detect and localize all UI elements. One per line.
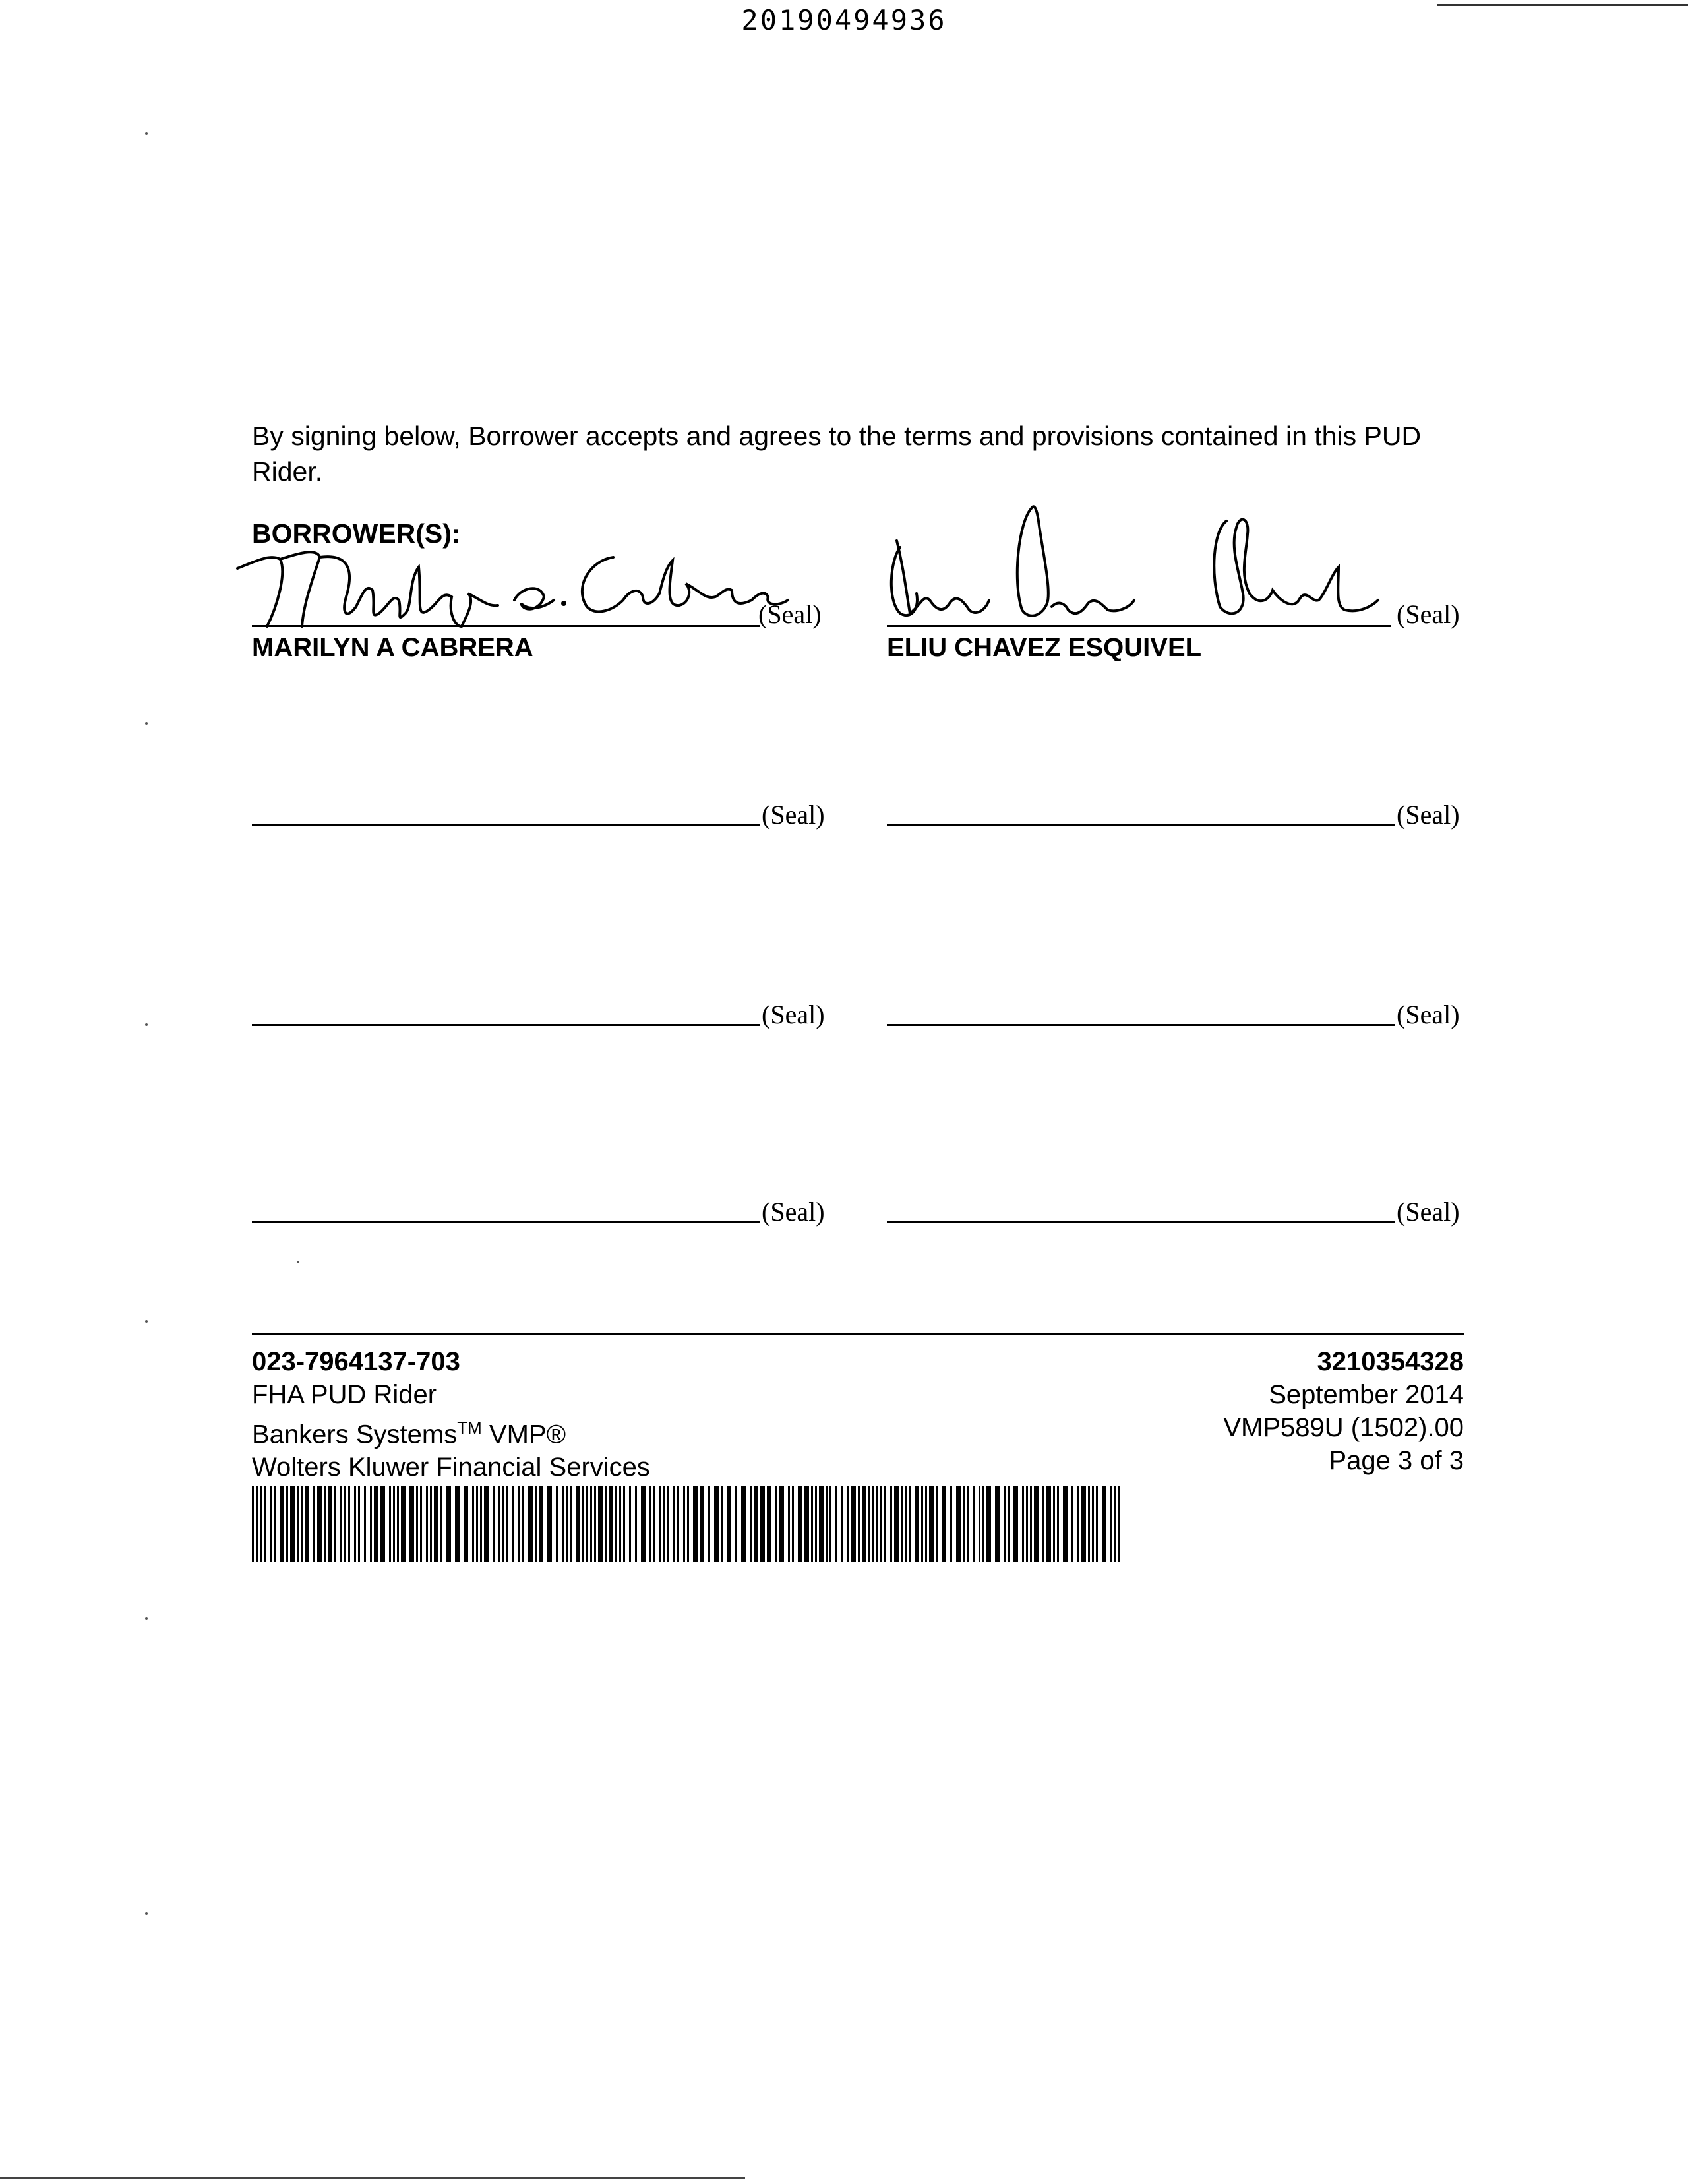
borrower-1-name: MARILYN A CABRERA: [252, 633, 533, 662]
barcode-bar: [1092, 1486, 1094, 1562]
barcode-bar: [498, 1486, 500, 1562]
barcode-bar: [348, 1486, 350, 1562]
barcode-bar: [528, 1486, 533, 1562]
barcode-bar: [767, 1486, 771, 1562]
barcode-bar: [334, 1486, 336, 1562]
barcode-bar: [535, 1486, 537, 1562]
barcode-bar: [252, 1486, 254, 1562]
barcode-bar: [274, 1486, 276, 1562]
barcode-bar: [426, 1486, 428, 1562]
barcode-bar: [826, 1486, 828, 1562]
company-name: Wolters Kluwer Financial Services: [252, 1453, 650, 1482]
barcode-bar: [547, 1486, 552, 1562]
barcode-bar: [539, 1486, 543, 1562]
barcode-bar: [792, 1486, 794, 1562]
barcode-bar: [815, 1486, 817, 1562]
barcode-bar: [344, 1486, 346, 1562]
barcode-bar: [667, 1486, 669, 1562]
barcode-bar: [260, 1486, 262, 1562]
barcode-bar: [364, 1486, 366, 1562]
barcode-bar: [401, 1486, 406, 1562]
barcode-bar: [901, 1486, 903, 1562]
barcode-bar: [629, 1486, 631, 1562]
barcode-bar: [409, 1486, 414, 1562]
signature-marilyn-cabrera: [231, 528, 798, 633]
barcode-bar: [804, 1486, 809, 1562]
barcode-bar: [1114, 1486, 1116, 1562]
barcode-bar: [683, 1486, 685, 1562]
barcode-bar: [788, 1486, 790, 1562]
barcode-bar: [1008, 1486, 1010, 1562]
barcode-bar: [798, 1486, 802, 1562]
barcode-bar: [562, 1486, 564, 1562]
barcode-bar: [393, 1486, 395, 1562]
barcode-bar: [700, 1486, 704, 1562]
barcode-bar: [623, 1486, 625, 1562]
footer-divider: [252, 1333, 1464, 1335]
barcode-bar: [979, 1486, 980, 1562]
barcode-bar: [440, 1486, 442, 1562]
barcode-bar: [653, 1486, 655, 1562]
barcode-bar: [370, 1486, 372, 1562]
barcode-bar: [673, 1486, 675, 1562]
barcode-bar: [847, 1486, 849, 1562]
top-divider: [1437, 4, 1688, 6]
document-number: 20190494936: [741, 4, 947, 36]
barcode-bar: [1034, 1486, 1039, 1562]
barcode-bar: [570, 1486, 572, 1562]
barcode-bar: [876, 1486, 878, 1562]
barcode-bar: [905, 1486, 907, 1562]
barcode-bar: [950, 1486, 952, 1562]
signature-line-1: [252, 625, 760, 627]
scan-speck: [145, 132, 148, 135]
barcode-bar: [659, 1486, 661, 1562]
barcode-bar: [1013, 1486, 1018, 1562]
barcode-bar: [741, 1486, 746, 1562]
barcode-bar: [556, 1486, 558, 1562]
barcode-bar: [872, 1486, 874, 1562]
barcode-bar: [476, 1486, 478, 1562]
barcode-bar: [754, 1486, 758, 1562]
barcode-bar: [389, 1486, 391, 1562]
barcode-bar: [518, 1486, 520, 1562]
barcode-bar: [841, 1486, 843, 1562]
intro-paragraph: By signing below, Borrower accepts and agrees to the terms and provisions contained in this PUD Rider.: [252, 421, 1422, 487]
barcode-bar: [328, 1486, 332, 1562]
barcode-bar: [915, 1486, 919, 1562]
barcode-bar: [416, 1486, 418, 1562]
signature-line-4: [887, 824, 1395, 826]
barcode-bar: [735, 1486, 737, 1562]
page-number: Page 3 of 3: [1329, 1446, 1464, 1475]
barcode-bar: [619, 1486, 621, 1562]
signature-line-6: [887, 1024, 1395, 1026]
barcode-bar: [615, 1486, 617, 1562]
seal-label: (Seal): [762, 800, 825, 830]
barcode-bar: [512, 1486, 514, 1562]
scan-speck: [297, 1261, 299, 1263]
barcode-bar: [708, 1486, 710, 1562]
signature-line-8: [887, 1221, 1395, 1223]
barcode-bar: [921, 1486, 923, 1562]
barcode-bar: [598, 1486, 603, 1562]
scan-speck: [145, 1912, 148, 1915]
barcode-bar: [1077, 1486, 1079, 1562]
barcode-bar: [582, 1486, 584, 1562]
bottom-edge-line: [0, 2177, 745, 2179]
barcode-bar: [714, 1486, 719, 1562]
loan-number: 023-7964137-703: [252, 1347, 460, 1376]
barcode-bar: [750, 1486, 752, 1562]
barcode-bar: [464, 1486, 468, 1562]
barcode-bar: [868, 1486, 870, 1562]
barcode-bar: [986, 1486, 991, 1562]
barcode-bar: [1096, 1486, 1098, 1562]
barcode-bar: [894, 1486, 899, 1562]
barcode-bar: [649, 1486, 651, 1562]
barcode-bar: [506, 1486, 508, 1562]
barcode-bar: [317, 1486, 322, 1562]
borrowers-heading: BORROWER(S):: [252, 518, 461, 549]
barcode-bar: [430, 1486, 432, 1562]
scan-speck: [145, 1320, 148, 1323]
barcode-bar: [594, 1486, 596, 1562]
product-name: VMP®: [489, 1420, 566, 1449]
signature-line-3: [252, 824, 760, 826]
barcode-bar: [256, 1486, 258, 1562]
barcode-bar: [576, 1486, 580, 1562]
barcode-bar: [677, 1486, 679, 1562]
barcode-bar: [909, 1486, 911, 1562]
scan-speck: [145, 1023, 148, 1026]
barcode-bar: [1081, 1486, 1086, 1562]
barcode-bar: [290, 1486, 295, 1562]
barcode-bar: [502, 1486, 504, 1562]
barcode-bar: [374, 1486, 378, 1562]
signature-line-7: [252, 1221, 760, 1223]
barcode-bar: [270, 1486, 272, 1562]
barcode-bar: [480, 1486, 482, 1562]
barcode-bar: [301, 1486, 303, 1562]
barcode-bar: [1110, 1486, 1112, 1562]
barcode-bar: [995, 1486, 1000, 1562]
barcode-bar: [967, 1486, 969, 1562]
barcode-bar: [775, 1486, 777, 1562]
barcode-bar: [760, 1486, 765, 1562]
barcode-bar: [1053, 1486, 1055, 1562]
seal-label: (Seal): [758, 599, 822, 629]
barcode-bar: [687, 1486, 689, 1562]
form-title: FHA PUD Rider: [252, 1380, 437, 1409]
barcode-bar: [890, 1486, 892, 1562]
barcode-bar: [472, 1486, 474, 1562]
signature-line-5: [252, 1024, 760, 1026]
barcode-bar: [324, 1486, 326, 1562]
barcode-bar: [1042, 1486, 1044, 1562]
barcode-bar: [484, 1486, 489, 1562]
barcode-bar: [641, 1486, 646, 1562]
barcode-bar: [305, 1486, 309, 1562]
barcode-bar: [354, 1486, 356, 1562]
barcode-bar: [829, 1486, 831, 1562]
barcode-bar: [446, 1486, 451, 1562]
seal-label: (Seal): [1397, 800, 1460, 830]
barcode-bar: [1063, 1486, 1068, 1562]
barcode-bar: [1030, 1486, 1032, 1562]
seal-label: (Seal): [1397, 1000, 1460, 1029]
publisher-name: Bankers Systems: [252, 1420, 458, 1449]
barcode-bar: [280, 1486, 284, 1562]
barcode-bar: [286, 1486, 288, 1562]
barcode-bar: [493, 1486, 495, 1562]
barcode-bar: [1057, 1486, 1059, 1562]
barcode-bar: [1102, 1486, 1106, 1562]
barcode-bar: [884, 1486, 886, 1562]
publisher-line: [252, 1411, 650, 1451]
trademark-mark: TM: [457, 1418, 482, 1438]
barcode-bar: [929, 1486, 934, 1562]
barcode-bar: [982, 1486, 984, 1562]
barcode-bar: [586, 1486, 588, 1562]
reference-number: 3210354328: [1317, 1347, 1464, 1376]
barcode-bar: [313, 1486, 315, 1562]
barcode-bar: [397, 1486, 399, 1562]
form-code: VMP589U (1502).00: [1223, 1413, 1464, 1442]
barcode-bar: [973, 1486, 975, 1562]
barcode-bar: [358, 1486, 360, 1562]
barcode-bar: [1022, 1486, 1024, 1562]
barcode-bar: [455, 1486, 460, 1562]
barcode-bar: [851, 1486, 856, 1562]
barcode-bar: [936, 1486, 938, 1562]
seal-label: (Seal): [1397, 1197, 1460, 1227]
signature-eliu-chavez-esquivel: [870, 495, 1398, 626]
barcode-bar: [956, 1486, 961, 1562]
barcode-bar: [420, 1486, 422, 1562]
barcode-bar: [297, 1486, 299, 1562]
barcode-bar: [434, 1486, 438, 1562]
barcode-bar: [811, 1486, 813, 1562]
scan-speck: [145, 722, 148, 725]
barcode-bar: [522, 1486, 524, 1562]
barcode-bar: [340, 1486, 342, 1562]
barcode-bar: [264, 1486, 266, 1562]
barcode-bar: [1088, 1486, 1090, 1562]
barcode-bar: [721, 1486, 723, 1562]
borrower-2-name: ELIU CHAVEZ ESQUIVEL: [887, 633, 1202, 662]
scan-speck: [145, 1617, 148, 1620]
barcode-bar: [1004, 1486, 1006, 1562]
signature-line-2: [887, 625, 1391, 627]
barcode-bar: [862, 1486, 866, 1562]
barcode-bar: [727, 1486, 731, 1562]
barcode-bar: [635, 1486, 637, 1562]
footer-right: [1223, 1345, 1464, 1477]
barcode-bar: [1071, 1486, 1073, 1562]
footer-left: [252, 1345, 650, 1484]
barcode-bar: [1026, 1486, 1028, 1562]
seal-label: (Seal): [762, 1197, 825, 1227]
barcode-bar: [590, 1486, 592, 1562]
barcode-bar: [835, 1486, 837, 1562]
barcode-bar: [566, 1486, 568, 1562]
barcode-bar: [605, 1486, 607, 1562]
barcode-bar: [1118, 1486, 1120, 1562]
barcode-bar: [380, 1486, 385, 1562]
barcode-bar: [1046, 1486, 1051, 1562]
barcode-bar: [925, 1486, 927, 1562]
barcode-bar: [880, 1486, 882, 1562]
barcode-bar: [858, 1486, 860, 1562]
seal-label: (Seal): [1397, 599, 1460, 629]
barcode-bar: [779, 1486, 784, 1562]
form-date: September 2014: [1269, 1380, 1464, 1409]
barcode: [252, 1486, 1125, 1562]
barcode-bar: [693, 1486, 698, 1562]
barcode-bar: [942, 1486, 946, 1562]
barcode-bar: [819, 1486, 824, 1562]
barcode-bar: [963, 1486, 965, 1562]
seal-label: (Seal): [762, 1000, 825, 1029]
barcode-bar: [663, 1486, 665, 1562]
barcode-bar: [609, 1486, 613, 1562]
